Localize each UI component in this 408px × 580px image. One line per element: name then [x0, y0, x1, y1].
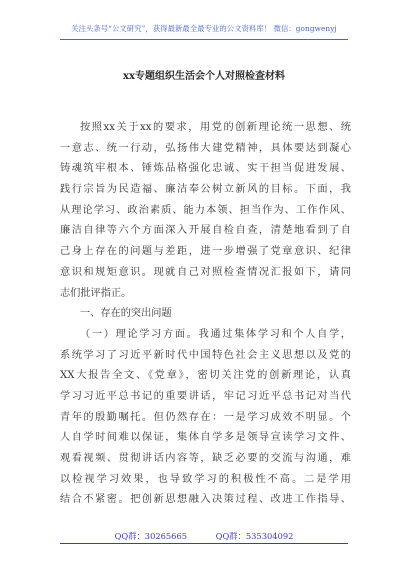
paragraph-line: 从理论学习、政治素质、能力本领、担当作为、工作作风、 [60, 204, 351, 216]
paragraph-line: 一意志、统一行动，弘扬伟大建党精神，具体要达到凝心 [60, 142, 351, 154]
paragraph-line: 人自学时间难以保证，集体自学多是领导宣读学习文件、 [60, 432, 351, 444]
paragraph-line: 系统学习了习近平新时代中国特色社会主义思想以及党的 [60, 349, 351, 361]
paragraph-line: 观看视频、贯彻讲话内容等，缺乏必要的交流与沟通，难 [60, 453, 351, 464]
paragraph-line: 结合不紧密。把创新思想融入决策过程、改进工作指导、 [60, 494, 351, 506]
header-divider [60, 39, 348, 40]
paragraph-line: 廉洁自律等六个方面深入开展自检自查，清楚地看到了自 [60, 225, 351, 237]
paragraph-line: 志们批评指正。 [60, 287, 132, 299]
section-heading: 一、存在的突出问题 [80, 308, 172, 320]
paragraph-line: （一）理论学习方面。我通过集体学习和个人自学， [80, 328, 351, 340]
document-title: xx专题组织生活会个人对照检查材料 [123, 71, 285, 82]
document-body [60, 118, 351, 511]
paragraph-line: 意识和规矩意识。现就自己对照检查情况汇报如下，请同 [60, 266, 351, 278]
qq-group-1: QQ群：30265665 [114, 531, 188, 541]
paragraph-line: 己身上存在的问题与差距，进一步增强了党章意识、纪律 [60, 246, 351, 258]
footer-contact [0, 530, 408, 542]
paragraph-line: 铸魂筑牢根本、锤炼品格强化忠诚、实干担当促进发展、 [60, 163, 351, 175]
paragraph-line: 践行宗旨为民造福、廉洁奉公树立新风的目标。下面，我 [60, 184, 351, 196]
paragraph-line: 以检视学习效果，也导致学习的积极性不高。二是学用 [60, 473, 351, 485]
qq-group-2: QQ群：535304092 [215, 531, 294, 541]
paragraph-line: 学习习近平总书记的重要讲话，牢记习近平总书记对当代 [60, 390, 351, 402]
paragraph-line: 青年的殷勤嘱托。但仍然存在：一是学习成效不明显。个 [60, 411, 351, 423]
paragraph-line: XX大报告全文、《党章》，密切关注党的创新理论，认真 [60, 370, 351, 382]
header-banner: 关注头条号“公文研究”，获得最新最全最专业的公文资料库！ 微信：gongwenyj [71, 24, 337, 33]
paragraph-line: 按照xx关于xx的要求，用党的创新理论统一思想、统 [80, 122, 351, 133]
footer-divider [60, 543, 348, 544]
